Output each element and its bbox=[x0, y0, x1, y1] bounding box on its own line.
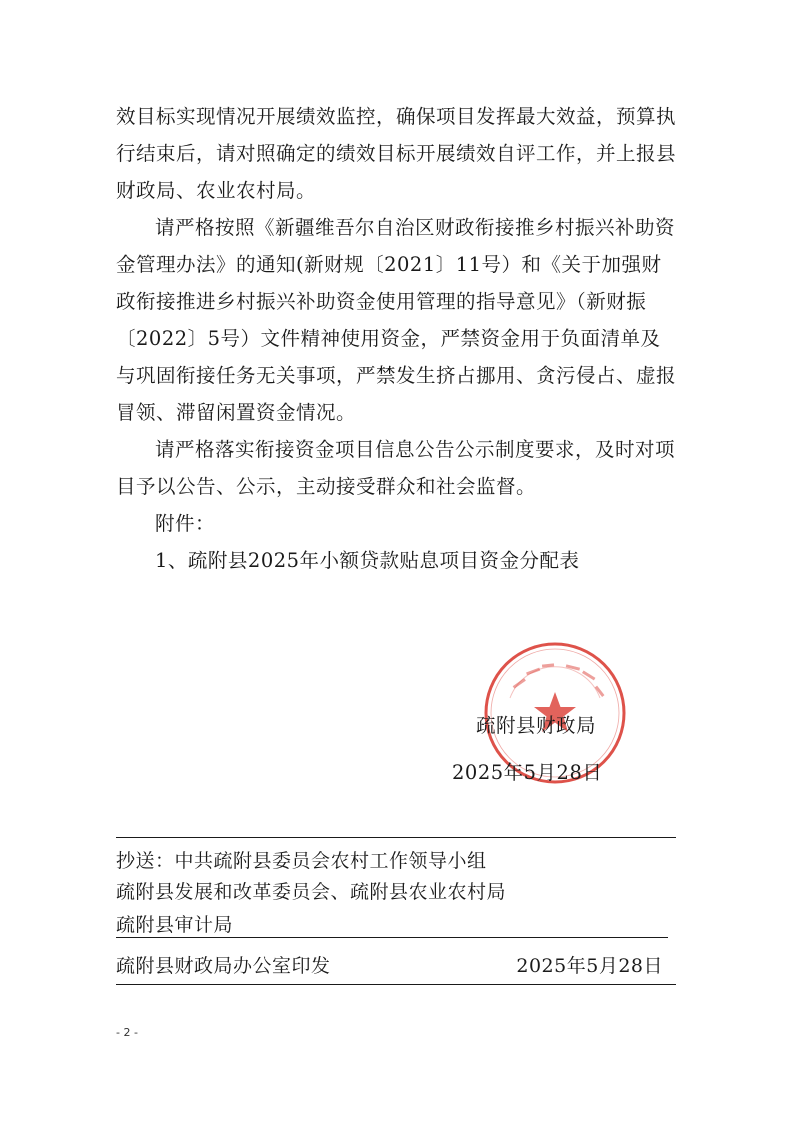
printed-date: 2025年5月28日 bbox=[516, 955, 663, 977]
attachment-item: 1、疏附县2025年小额贷款贴息项目资金分配表 bbox=[155, 549, 580, 572]
signing-date: 2025年5月28日 bbox=[452, 761, 603, 784]
cc-line-2: 疏附县发展和改革委员会、疏附县农业农村局 bbox=[116, 881, 507, 903]
document-body bbox=[116, 98, 676, 579]
page-number: - 2 - bbox=[116, 1026, 138, 1039]
footer-top-rule bbox=[116, 837, 676, 838]
paragraph-publicity: 请严格落实衔接资金项目信息公告公示制度要求，及时对项目予以公告、公示，主动接受群众和社会监督。 bbox=[116, 438, 676, 498]
footer-bottom-rule bbox=[116, 984, 676, 985]
cc-line-3: 疏附县审计局 bbox=[116, 914, 234, 936]
signing-organization: 疏附县财政局 bbox=[476, 714, 597, 737]
attachment-label: 附件： bbox=[155, 512, 216, 535]
cc-line-1: 抄送：中共疏附县委员会农村工作领导小组 bbox=[116, 850, 487, 872]
footer-middle-rule bbox=[116, 937, 668, 938]
paragraph-regulations: 请严格按照《新疆维吾尔自治区财政衔接推乡村振兴补助资金管理办法》的通知(新财规〔2021〕11号）和《关于加强财政衔接推进乡村振兴补助资金使用管理的指导意见》（新财振〔2022〕5号）文件精神使用资金，严禁资金用于负面清单及与巩固衔接任务无关事项，严禁发生挤占挪用、贪污侵占、虚报冒领、滞留闲置资金情况。 bbox=[116, 216, 677, 424]
paragraph-performance: 效目标实现情况开展绩效监控，确保项目发挥最大效益，预算执行结束后，请对照确定的绩效目标开展绩效自评工作，并上报县财政局、农业农村局。 bbox=[116, 105, 677, 202]
printed-by: 疏附县财政局办公室印发 bbox=[116, 955, 331, 977]
